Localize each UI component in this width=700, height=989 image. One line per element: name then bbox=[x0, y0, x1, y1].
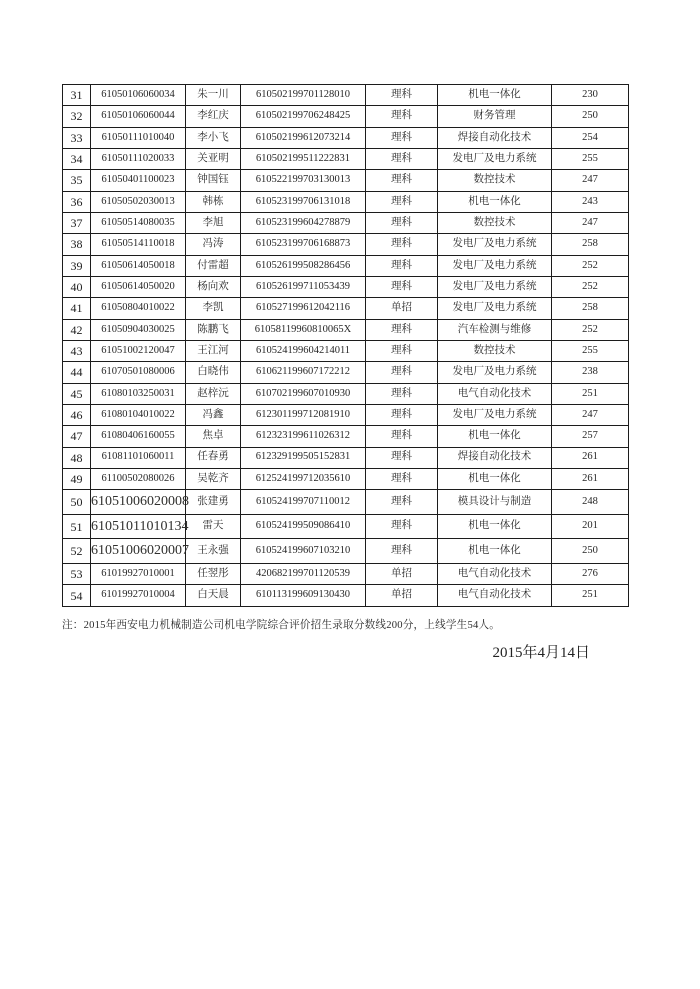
cell-score: 258 bbox=[552, 298, 629, 319]
cell-name: 杨向欢 bbox=[186, 276, 241, 297]
cell-score: 250 bbox=[552, 106, 629, 127]
cell-name: 王江河 bbox=[186, 340, 241, 361]
cell-student-id: 61019927010004 bbox=[91, 585, 186, 607]
cell-score: 243 bbox=[552, 191, 629, 212]
cell-category: 理科 bbox=[366, 127, 438, 148]
cell-major: 机电一体化 bbox=[438, 191, 552, 212]
cell-row-number: 49 bbox=[63, 468, 91, 489]
cell-major: 机电一体化 bbox=[438, 426, 552, 447]
cell-row-number: 54 bbox=[63, 585, 91, 607]
admission-results-table bbox=[62, 84, 629, 607]
cell-name: 任翌彤 bbox=[186, 564, 241, 585]
cell-row-number: 52 bbox=[63, 539, 91, 564]
table-row bbox=[63, 85, 629, 106]
cell-category: 理科 bbox=[366, 447, 438, 468]
cell-major: 发电厂及电力系统 bbox=[438, 276, 552, 297]
table-row bbox=[63, 106, 629, 127]
cell-student-id: 61050614050018 bbox=[91, 255, 186, 276]
cell-id-card: 610702199607010930 bbox=[241, 383, 366, 404]
cell-id-card: 610502199511222831 bbox=[241, 148, 366, 169]
table-row bbox=[63, 362, 629, 383]
cell-category: 理科 bbox=[366, 106, 438, 127]
cell-row-number: 40 bbox=[63, 276, 91, 297]
table-row bbox=[63, 319, 629, 340]
cell-major: 数控技术 bbox=[438, 212, 552, 233]
cell-student-id: 61080103250031 bbox=[91, 383, 186, 404]
cell-category: 理科 bbox=[366, 191, 438, 212]
cell-row-number: 48 bbox=[63, 447, 91, 468]
cell-major: 电气自动化技术 bbox=[438, 585, 552, 607]
cell-category: 理科 bbox=[366, 319, 438, 340]
table-row bbox=[63, 234, 629, 255]
cell-score: 230 bbox=[552, 85, 629, 106]
cell-id-card: 610502199706248425 bbox=[241, 106, 366, 127]
cell-row-number: 43 bbox=[63, 340, 91, 361]
cell-score: 238 bbox=[552, 362, 629, 383]
cell-row-number: 51 bbox=[63, 514, 91, 539]
cell-name: 李旭 bbox=[186, 212, 241, 233]
cell-row-number: 47 bbox=[63, 426, 91, 447]
admission-table-body bbox=[63, 85, 629, 607]
cell-student-id: 61051006020007 bbox=[91, 539, 186, 564]
cell-row-number: 36 bbox=[63, 191, 91, 212]
cell-name: 白晓伟 bbox=[186, 362, 241, 383]
cell-major: 机电一体化 bbox=[438, 539, 552, 564]
cell-major: 数控技术 bbox=[438, 170, 552, 191]
cell-name: 王永强 bbox=[186, 539, 241, 564]
cell-category: 理科 bbox=[366, 362, 438, 383]
cell-major: 发电厂及电力系统 bbox=[438, 234, 552, 255]
cell-major: 发电厂及电力系统 bbox=[438, 362, 552, 383]
cell-student-id: 61050111020033 bbox=[91, 148, 186, 169]
cell-major: 电气自动化技术 bbox=[438, 383, 552, 404]
cell-name: 付雷超 bbox=[186, 255, 241, 276]
cell-name: 关亚明 bbox=[186, 148, 241, 169]
table-row bbox=[63, 340, 629, 361]
cell-row-number: 35 bbox=[63, 170, 91, 191]
cell-score: 255 bbox=[552, 148, 629, 169]
cell-score: 255 bbox=[552, 340, 629, 361]
cell-student-id: 61051002120047 bbox=[91, 340, 186, 361]
table-row bbox=[63, 426, 629, 447]
cell-score: 247 bbox=[552, 212, 629, 233]
cell-score: 252 bbox=[552, 319, 629, 340]
cell-category: 理科 bbox=[366, 255, 438, 276]
cell-row-number: 46 bbox=[63, 404, 91, 425]
cell-id-card: 612329199505152831 bbox=[241, 447, 366, 468]
table-row bbox=[63, 468, 629, 489]
document-date: 2015年4月14日 bbox=[492, 645, 590, 661]
cell-major: 汽车检测与维修 bbox=[438, 319, 552, 340]
cell-name: 吴乾齐 bbox=[186, 468, 241, 489]
cell-major: 数控技术 bbox=[438, 340, 552, 361]
table-row bbox=[63, 585, 629, 607]
cell-score: 276 bbox=[552, 564, 629, 585]
cell-score: 261 bbox=[552, 468, 629, 489]
cell-student-id: 61050502030013 bbox=[91, 191, 186, 212]
cell-category: 单招 bbox=[366, 298, 438, 319]
cell-major: 发电厂及电力系统 bbox=[438, 255, 552, 276]
cell-row-number: 33 bbox=[63, 127, 91, 148]
cell-category: 理科 bbox=[366, 234, 438, 255]
cell-major: 电气自动化技术 bbox=[438, 564, 552, 585]
cell-id-card: 612323199611026312 bbox=[241, 426, 366, 447]
cell-name: 韩栋 bbox=[186, 191, 241, 212]
table-row bbox=[63, 255, 629, 276]
table-row bbox=[63, 170, 629, 191]
cell-row-number: 34 bbox=[63, 148, 91, 169]
cell-score: 261 bbox=[552, 447, 629, 468]
cell-id-card: 610502199612073214 bbox=[241, 127, 366, 148]
cell-row-number: 53 bbox=[63, 564, 91, 585]
cell-id-card: 610526199508286456 bbox=[241, 255, 366, 276]
cell-student-id: 61100502080026 bbox=[91, 468, 186, 489]
cell-student-id: 61051006020008 bbox=[91, 490, 186, 515]
table-row bbox=[63, 490, 629, 515]
cell-score: 247 bbox=[552, 404, 629, 425]
cell-score: 254 bbox=[552, 127, 629, 148]
cell-student-id: 61050904030025 bbox=[91, 319, 186, 340]
cell-name: 赵梓沅 bbox=[186, 383, 241, 404]
cell-name: 白天晨 bbox=[186, 585, 241, 607]
cell-row-number: 44 bbox=[63, 362, 91, 383]
table-row bbox=[63, 404, 629, 425]
cell-major: 焊接自动化技术 bbox=[438, 127, 552, 148]
cell-category: 理科 bbox=[366, 85, 438, 106]
cell-category: 单招 bbox=[366, 585, 438, 607]
cell-category: 理科 bbox=[366, 276, 438, 297]
table-row bbox=[63, 447, 629, 468]
cell-name: 冯涛 bbox=[186, 234, 241, 255]
cell-score: 257 bbox=[552, 426, 629, 447]
cell-name: 陈鹏飞 bbox=[186, 319, 241, 340]
cell-category: 理科 bbox=[366, 383, 438, 404]
cell-student-id: 61050106060034 bbox=[91, 85, 186, 106]
table-row bbox=[63, 298, 629, 319]
cell-major: 发电厂及电力系统 bbox=[438, 404, 552, 425]
cell-category: 理科 bbox=[366, 514, 438, 539]
cell-name: 张建勇 bbox=[186, 490, 241, 515]
cell-row-number: 45 bbox=[63, 383, 91, 404]
cell-category: 理科 bbox=[366, 148, 438, 169]
cell-id-card: 610523199706131018 bbox=[241, 191, 366, 212]
table-row bbox=[63, 212, 629, 233]
cell-id-card: 610523199604278879 bbox=[241, 212, 366, 233]
cell-id-card: 612301199712081910 bbox=[241, 404, 366, 425]
cell-category: 理科 bbox=[366, 490, 438, 515]
cell-student-id: 61050401100023 bbox=[91, 170, 186, 191]
cell-category: 理科 bbox=[366, 539, 438, 564]
cell-row-number: 50 bbox=[63, 490, 91, 515]
cell-major: 发电厂及电力系统 bbox=[438, 298, 552, 319]
cell-major: 机电一体化 bbox=[438, 85, 552, 106]
cell-student-id: 61050111010040 bbox=[91, 127, 186, 148]
cell-student-id: 61050106060044 bbox=[91, 106, 186, 127]
table-row bbox=[63, 514, 629, 539]
cell-row-number: 32 bbox=[63, 106, 91, 127]
cell-major: 发电厂及电力系统 bbox=[438, 148, 552, 169]
cell-category: 单招 bbox=[366, 564, 438, 585]
table-row bbox=[63, 148, 629, 169]
cell-id-card: 610113199609130430 bbox=[241, 585, 366, 607]
cell-row-number: 38 bbox=[63, 234, 91, 255]
cell-name: 冯鑫 bbox=[186, 404, 241, 425]
cell-name: 雷天 bbox=[186, 514, 241, 539]
cell-id-card: 612524199712035610 bbox=[241, 468, 366, 489]
cell-id-card: 610526199711053439 bbox=[241, 276, 366, 297]
cell-name: 钟国钰 bbox=[186, 170, 241, 191]
cell-id-card: 610527199612042116 bbox=[241, 298, 366, 319]
cell-major: 模具设计与制造 bbox=[438, 490, 552, 515]
cell-score: 252 bbox=[552, 255, 629, 276]
cell-name: 朱一川 bbox=[186, 85, 241, 106]
cell-name: 焦卓 bbox=[186, 426, 241, 447]
cell-student-id: 61080104010022 bbox=[91, 404, 186, 425]
cell-id-card: 610523199706168873 bbox=[241, 234, 366, 255]
cell-id-card: 61058119960810065X bbox=[241, 319, 366, 340]
cell-student-id: 61019927010001 bbox=[91, 564, 186, 585]
table-row bbox=[63, 127, 629, 148]
cell-id-card: 610524199604214011 bbox=[241, 340, 366, 361]
cell-student-id: 61050514080035 bbox=[91, 212, 186, 233]
cell-student-id: 61081101060011 bbox=[91, 447, 186, 468]
cell-score: 251 bbox=[552, 585, 629, 607]
cell-id-card: 610524199707110012 bbox=[241, 490, 366, 515]
cell-id-card: 420682199701120539 bbox=[241, 564, 366, 585]
cell-category: 理科 bbox=[366, 212, 438, 233]
cell-major: 机电一体化 bbox=[438, 514, 552, 539]
cell-category: 理科 bbox=[366, 404, 438, 425]
cell-id-card: 610524199509086410 bbox=[241, 514, 366, 539]
cell-row-number: 42 bbox=[63, 319, 91, 340]
table-row bbox=[63, 191, 629, 212]
table-row bbox=[63, 564, 629, 585]
cell-category: 理科 bbox=[366, 340, 438, 361]
cell-id-card: 610524199607103210 bbox=[241, 539, 366, 564]
cell-score: 250 bbox=[552, 539, 629, 564]
table-row bbox=[63, 383, 629, 404]
cell-name: 李小飞 bbox=[186, 127, 241, 148]
cell-student-id: 61080406160055 bbox=[91, 426, 186, 447]
cell-score: 252 bbox=[552, 276, 629, 297]
cell-student-id: 61050614050020 bbox=[91, 276, 186, 297]
cell-student-id: 61050804010022 bbox=[91, 298, 186, 319]
cell-row-number: 31 bbox=[63, 85, 91, 106]
cell-student-id: 61050514110018 bbox=[91, 234, 186, 255]
cell-student-id: 61051011010134 bbox=[91, 514, 186, 539]
cell-major: 焊接自动化技术 bbox=[438, 447, 552, 468]
cell-id-card: 610502199701128010 bbox=[241, 85, 366, 106]
cell-category: 理科 bbox=[366, 426, 438, 447]
cell-row-number: 39 bbox=[63, 255, 91, 276]
cell-score: 247 bbox=[552, 170, 629, 191]
cell-major: 财务管理 bbox=[438, 106, 552, 127]
footnote: 注：2015年西安电力机械制造公司机电学院综合评价招生录取分数线200分，上线学生54人。 bbox=[62, 620, 501, 631]
cell-id-card: 610522199703130013 bbox=[241, 170, 366, 191]
cell-id-card: 610621199607172212 bbox=[241, 362, 366, 383]
cell-score: 258 bbox=[552, 234, 629, 255]
cell-category: 理科 bbox=[366, 170, 438, 191]
cell-major: 机电一体化 bbox=[438, 468, 552, 489]
table-row bbox=[63, 276, 629, 297]
cell-score: 248 bbox=[552, 490, 629, 515]
cell-student-id: 61070501080006 bbox=[91, 362, 186, 383]
cell-score: 201 bbox=[552, 514, 629, 539]
cell-score: 251 bbox=[552, 383, 629, 404]
cell-row-number: 41 bbox=[63, 298, 91, 319]
cell-row-number: 37 bbox=[63, 212, 91, 233]
table-row bbox=[63, 539, 629, 564]
cell-name: 李凯 bbox=[186, 298, 241, 319]
cell-name: 任春勇 bbox=[186, 447, 241, 468]
cell-category: 理科 bbox=[366, 468, 438, 489]
cell-name: 李红庆 bbox=[186, 106, 241, 127]
